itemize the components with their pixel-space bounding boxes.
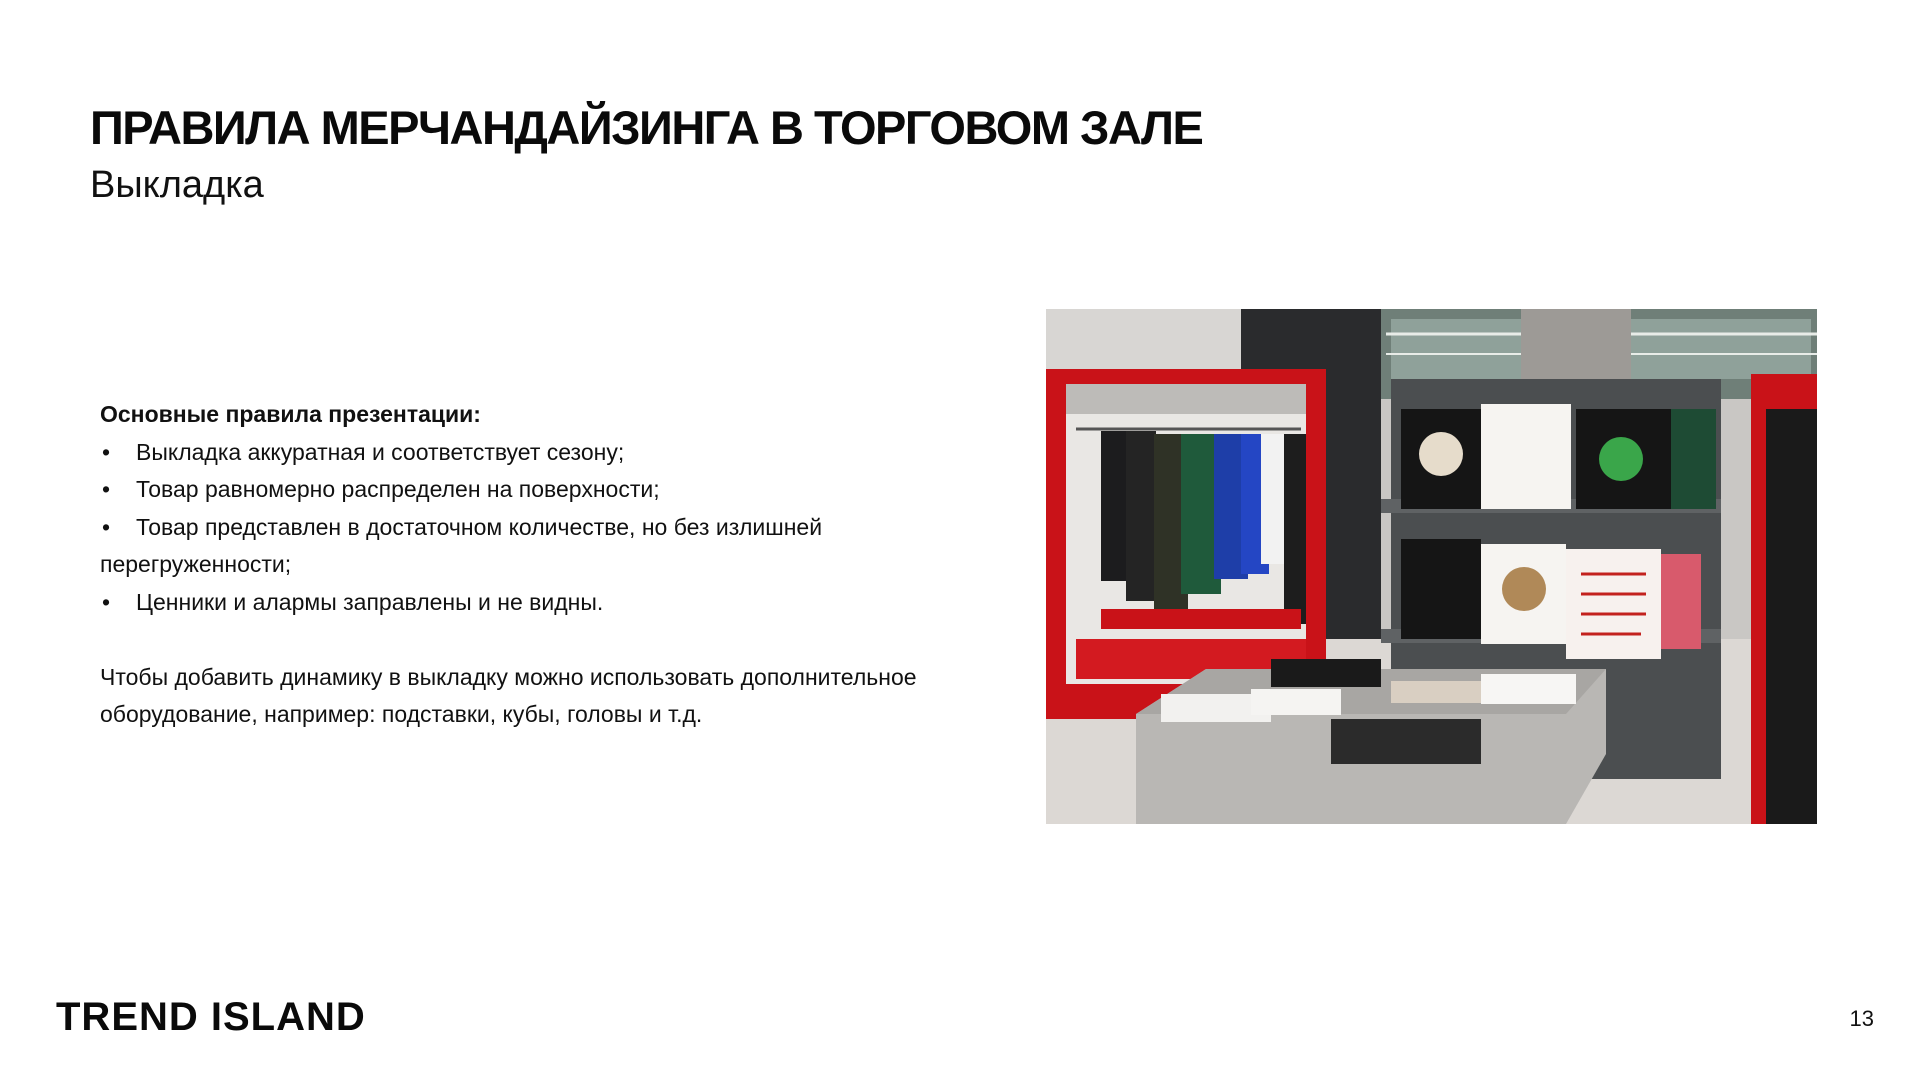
bullet-icon: • (102, 513, 111, 540)
store-display-photo (1046, 309, 1817, 824)
bullet-item (100, 471, 980, 509)
bullet-text: Ценники и алармы заправлены и не видны. (136, 588, 604, 615)
store-display-illustration (1046, 309, 1817, 824)
bullet-icon: • (102, 438, 111, 465)
bullet-icon: • (102, 588, 111, 615)
brand-logo: TREND ISLAND (56, 995, 366, 1039)
page-number: 13 (1849, 1006, 1874, 1031)
bullet-text: Товар представлен в достаточном количестве, но без излишней перегруженности; (100, 513, 823, 577)
rules-heading: Основные правила презентации: (100, 401, 481, 427)
rules-text-block (100, 396, 980, 734)
bullet-item (100, 584, 980, 622)
bullet-item (100, 509, 980, 584)
bullet-icon: • (102, 476, 111, 502)
bullet-text: Выкладка аккуратная и соответствует сезону; (136, 438, 625, 465)
bullet-item (100, 434, 980, 472)
slide-title: ПРАВИЛА МЕРЧАНДАЙЗИНГА В ТОРГОВОМ ЗАЛЕ (90, 101, 1203, 154)
bullet-text: Товар равномерно распределен на поверхности; (136, 476, 660, 502)
tip-paragraph: Чтобы добавить динамику в выкладку можно использовать дополнительное оборудование, например: подставки, кубы, головы и т.д. (100, 663, 917, 727)
slide-subtitle: Выкладка (90, 164, 264, 206)
